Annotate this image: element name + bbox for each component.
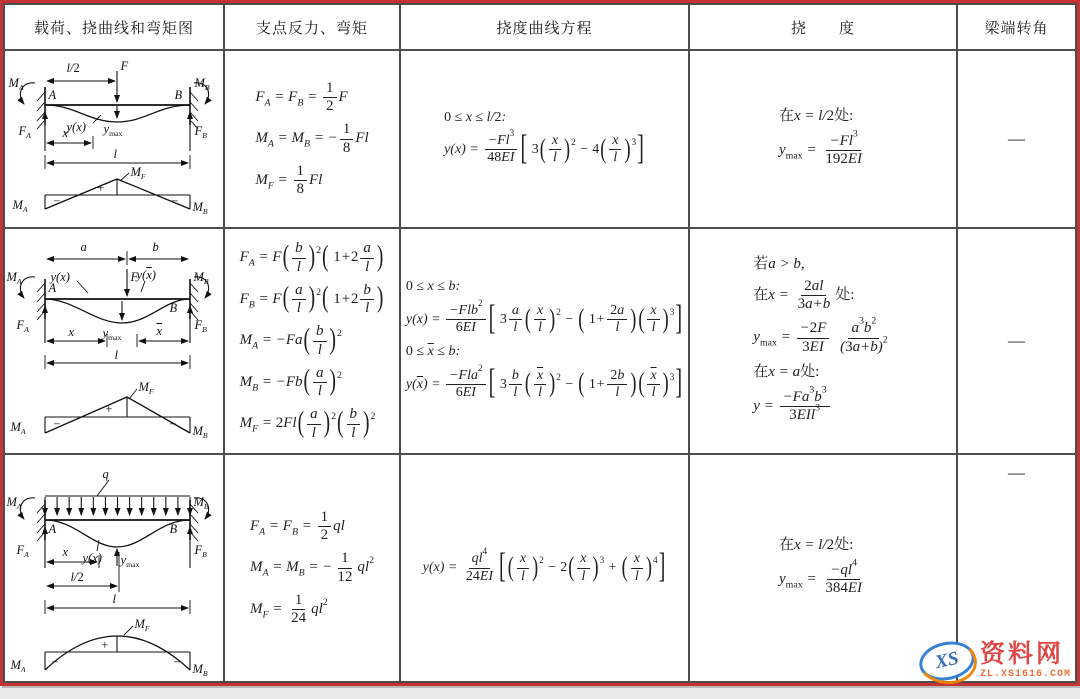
- cell-r3-diagram: [4, 454, 224, 682]
- formula-fa-fb: $F_A = F_B$ = $\frac{1}{2}$ F: [255, 79, 348, 114]
- cell-r3-equation: [400, 454, 689, 682]
- label-yx: y(x): [66, 120, 86, 134]
- cell-r3-deflection: [689, 454, 957, 682]
- label-m2: −: [172, 655, 181, 669]
- label-yx: y(x): [50, 270, 70, 284]
- beam-diagram-central-point-load: [7, 59, 222, 219]
- deflection-location: 在x = l/2处:: [779, 107, 854, 124]
- label-MA: $M_A$: [8, 76, 24, 93]
- label-half: l/2: [66, 61, 80, 75]
- formula-mb: $M_B = -Fb$( $\frac{a}{l}$ )$^2$: [239, 364, 342, 399]
- distributed-load-arrows: [45, 497, 190, 515]
- label-l: l: [112, 592, 116, 606]
- moment-verticals: [45, 179, 190, 209]
- cell-r2-diagram: [4, 228, 224, 454]
- deflection-value: $y_{max}$ = $\frac{-Fl^3}{192EI}$: [779, 128, 862, 167]
- label-x: x: [68, 325, 75, 339]
- cell-r2-end-rotation: [957, 228, 1076, 454]
- formula-mf: $M_F = 2Fl$( $\frac{a}{l}$ )$^2$( $\frac{b}{l}$ )$^2$: [239, 406, 376, 441]
- yxbar-leader: [141, 281, 145, 292]
- equation-domain: 0 ≤ x ≤ l/2:: [444, 109, 507, 125]
- beam-sketch-1: [7, 59, 222, 219]
- cell-r3-reactions: [224, 454, 400, 682]
- cell-r1-diagram: [4, 50, 224, 228]
- label-FA: $F_A$: [16, 543, 29, 560]
- label-B: B: [169, 522, 178, 536]
- watermark-domain: ZL.XS1616.COM: [979, 669, 1071, 680]
- label-ymax: $y_{max}$: [103, 122, 123, 139]
- label-b: b: [152, 240, 159, 254]
- cell-r1-equation: [400, 50, 689, 228]
- yx-leader: [93, 115, 101, 123]
- end-rotation-dash: —: [1008, 129, 1025, 148]
- deflection-condition: 若a > b,: [753, 256, 805, 272]
- mf-leader: [120, 173, 129, 181]
- label-mMA: $M_A$: [12, 198, 28, 215]
- label-FB: $F_B$: [194, 124, 207, 141]
- watermark: [919, 642, 1071, 680]
- label-q: q: [102, 467, 109, 481]
- label-MB: $M_B$: [194, 76, 210, 93]
- formula-fb: $F_B = F$( $\frac{a}{l}$ )$^2$( 1+2 $\frac{b}{l}$ ): [239, 281, 384, 316]
- label-B: B: [169, 301, 178, 315]
- row-offset-point-load: [4, 228, 1076, 454]
- header-deflection: 挠 度: [689, 4, 957, 50]
- header-reactions: 支点反力、弯矩: [224, 4, 400, 50]
- beam-sketch-3: [7, 456, 222, 680]
- row-central-point-load: [4, 50, 1076, 228]
- dim-l-ticks: [45, 155, 190, 169]
- label-m1: −: [52, 417, 61, 431]
- row-distributed-load: [4, 454, 1076, 682]
- label-plus: +: [96, 181, 105, 195]
- label-MB: $M_B$: [193, 270, 209, 287]
- header-deflection-equation: 挠度曲线方程: [400, 4, 689, 50]
- mf-leader: [129, 389, 137, 399]
- deflection-location-1: 在x = $\frac{2al}{3a+b}$ 处:: [753, 277, 855, 312]
- beam-formula-table: [3, 3, 1077, 683]
- label-mMA: $M_A$: [10, 658, 26, 675]
- watermark-site-name: 资料网: [979, 640, 1064, 668]
- label-MA: $M_A$: [6, 495, 22, 512]
- deflection-value-1: $y_{max}$ = $\frac{-2F}{3EI}$ $\frac{a^3b^2}{(3a+b)^2}$: [753, 315, 888, 355]
- label-yxbar: $y(\overline{x})$: [136, 268, 156, 282]
- header-load-diagram: 载荷、挠曲线和弯矩图: [4, 4, 224, 50]
- label-MF: $M_F$: [130, 165, 146, 182]
- cell-r1-deflection: [689, 50, 957, 228]
- label-A: A: [48, 281, 57, 295]
- header-end-rotation: 梁端转角: [957, 4, 1076, 50]
- label-m2: −: [170, 194, 179, 208]
- label-l: l: [114, 348, 118, 362]
- label-FA: $F_A$: [18, 124, 31, 141]
- label-MF: $M_F$: [134, 617, 150, 634]
- label-mMA: $M_A$: [10, 420, 26, 437]
- watermark-logo-oval: [916, 637, 979, 686]
- moment-arrow-a: [20, 498, 35, 519]
- deflection-equation-2: $y(\overline{x})$ = $\frac{-Fla^2}{6EI}$ [ 3 $\frac{b}{l}$ ( $\frac{\overline{x}}{l}$ )$^2$ − ( 1+ $\frac{2b}{l}$ ) ( $\frac{\overline{x}}{l}$ )$^3$]: [405, 362, 683, 402]
- label-xbar: $\overline{x}$: [156, 324, 163, 338]
- formula-mf: $M_F$ = $\frac{1}{8}$ Fl: [255, 162, 323, 197]
- beam-diagram-offset-point-load: [7, 235, 222, 447]
- beam-diagram-distributed-load: [7, 456, 222, 680]
- header-row: [4, 4, 1076, 50]
- q-leader: [97, 480, 109, 496]
- label-m2: −: [168, 417, 177, 431]
- cell-r1-reactions: [224, 50, 400, 228]
- label-ymax: $y_{max}$: [120, 553, 140, 570]
- formula-ma: $M_A = -Fa$( $\frac{b}{l}$ )$^2$: [239, 323, 342, 358]
- watermark-logo-text: XS: [933, 647, 961, 674]
- label-m1: −: [52, 194, 61, 208]
- deflection-location: 在x = l/2处:: [779, 536, 854, 553]
- label-FB: $F_B$: [194, 318, 207, 335]
- label-x: x: [62, 545, 69, 559]
- label-mMB: $M_B$: [192, 200, 208, 217]
- label-MA: $M_A$: [6, 270, 22, 287]
- label-B: B: [174, 88, 183, 102]
- deflection-equation: y(x) = $\frac{-Fl^3}{48EI}$ [ 3( $\frac{x}{l}$ )$^2$ − 4( $\frac{x}{l}$ )$^3$]: [444, 128, 644, 168]
- label-mMB: $M_B$: [192, 424, 208, 441]
- deflection-curve: [45, 520, 190, 547]
- formula-mf: $M_F$ = $\frac{1}{24}$ $ql^2$: [249, 591, 328, 626]
- moment-arrow-a: [20, 277, 35, 298]
- label-A: A: [48, 522, 57, 536]
- label-a: a: [80, 240, 87, 254]
- label-MB: $M_B$: [193, 495, 209, 512]
- label-F: F: [130, 270, 139, 284]
- formula-fa: $F_A = F$( $\frac{b}{l}$ )$^2$( 1+2 $\frac{a}{l}$ ): [239, 240, 384, 275]
- dim-l-ticks: [45, 600, 190, 614]
- deflection-value-2: y = $\frac{-Fa^3b^3}{3EIl^3}$: [753, 389, 892, 425]
- label-yx: y(x): [82, 551, 102, 565]
- deflection-equation: y(x) = $\frac{ql^4}{24EI}$ [ ( $\frac{x}{l}$ )$^2$ − 2( $\frac{x}{l}$ )$^3$ + ( $\frac{x}{l}$ )$^4$]: [422, 546, 666, 586]
- watermark-text: [980, 642, 1071, 680]
- label-plus: +: [100, 638, 109, 652]
- end-rotation-dash: —: [1008, 331, 1025, 350]
- cell-r2-deflection: [689, 228, 957, 454]
- label-FA: $F_A$: [16, 318, 29, 335]
- deflection-equation-1: y(x) = $\frac{-Flb^2}{6EI}$ [ 3 $\frac{a}{l}$ ( $\frac{x}{l}$ )$^2$ − ( 1+ $\frac{2a}{l}$ ) ( $\frac{x}{l}$ )$^3$]: [405, 297, 683, 338]
- cell-r1-end-rotation: [957, 50, 1076, 228]
- equation-domain-1: 0 ≤ x ≤ b:: [405, 279, 461, 295]
- deflection-location-2: 在x = a处:: [753, 363, 820, 380]
- label-A: A: [48, 88, 57, 102]
- label-plus: +: [104, 402, 113, 416]
- label-MF: $M_F$: [138, 380, 154, 397]
- end-rotation-dash: —: [1008, 463, 1025, 482]
- deflection-value: $y_{max}$ = $\frac{-ql^4}{384EI}$: [779, 557, 862, 596]
- cell-r2-reactions: [224, 228, 400, 454]
- mf-leader: [124, 626, 133, 635]
- formula-ma-mb: $M_A = M_B$ = − $\frac{1}{8}$ Fl: [255, 121, 369, 156]
- label-mMB: $M_B$: [192, 662, 208, 679]
- label-l: l: [113, 147, 117, 161]
- label-ymax: $y_{max}$: [102, 326, 122, 343]
- formula-ma-mb: $M_A = M_B$ = − $\frac{1}{12}$ $ql^2$: [249, 550, 375, 585]
- equation-domain-2: $0 \le \overline{x} \le b$:: [405, 344, 461, 359]
- formula-fa-fb: $F_A = F_B$ = $\frac{1}{2}$ ql: [249, 508, 345, 543]
- label-FB: $F_B$: [194, 543, 207, 560]
- yx-leader: [77, 281, 88, 293]
- deflection-curve: [45, 299, 190, 323]
- label-half: l/2: [70, 570, 84, 584]
- cell-r2-equation: [400, 228, 689, 454]
- label-x: x: [62, 126, 69, 140]
- label-m1: −: [50, 655, 59, 669]
- label-F: F: [120, 59, 129, 73]
